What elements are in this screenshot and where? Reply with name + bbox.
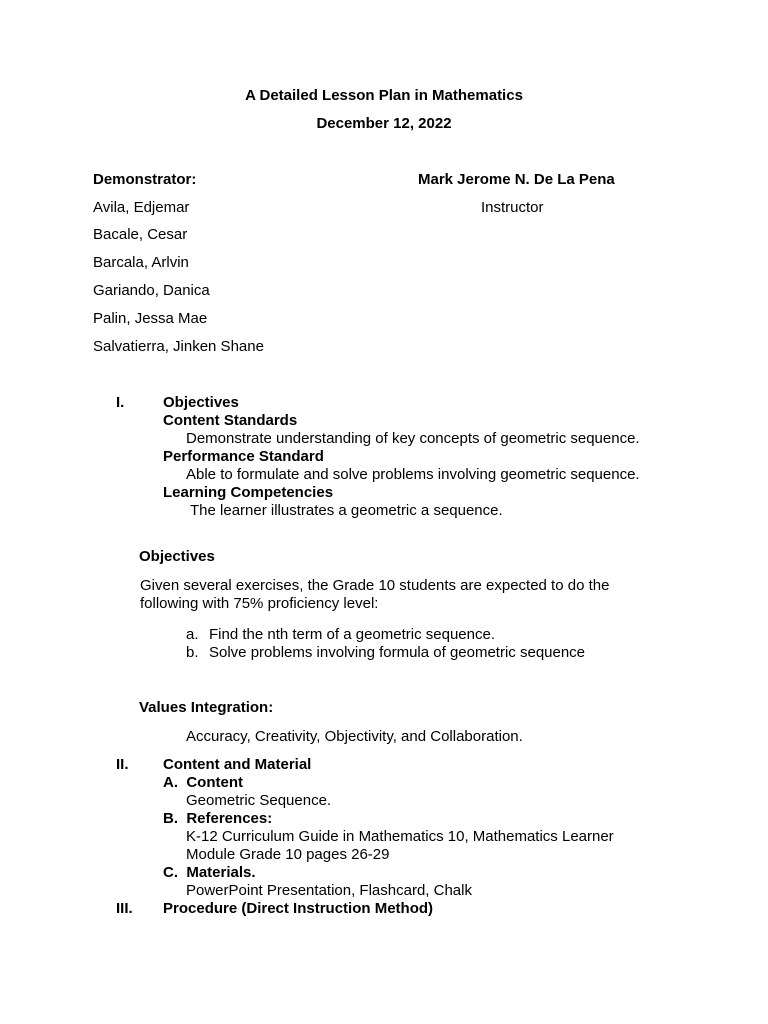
demonstrator-name: Barcala, Arlvin [93,254,189,271]
references-line: K-12 Curriculum Guide in Mathematics 10, Mathematics Learner [186,828,614,845]
values-heading: Values Integration: [139,699,274,716]
performance-standard-text: Able to formulate and solve problems involving geometric sequence. [186,466,640,483]
demonstrator-name: Bacale, Cesar [93,226,188,243]
demonstrator-name: Avila, Edjemar [93,199,190,216]
content-standards-label: Content Standards [163,412,298,429]
objective-item-marker: b. [186,644,199,661]
section-1-numeral: I. [116,394,125,411]
objective-item-marker: a. [186,626,199,643]
content-text: Geometric Sequence. [186,792,332,809]
objective-item-text: Solve problems involving formula of geometric sequence [209,644,586,661]
objectives-intro-line: following with 75% proficiency level: [140,595,379,612]
learning-competencies-text: The learner illustrates a geometric a sequence. [190,502,503,519]
content-standards-text: Demonstrate understanding of key concepts of geometric sequence. [186,430,640,447]
demonstrator-label: Demonstrator: [93,171,197,188]
section-3-title: Procedure (Direct Instruction Method) [163,900,434,917]
values-text: Accuracy, Creativity, Objectivity, and Collaboration. [186,728,523,745]
section-2-title: Content and Material [163,756,312,773]
performance-standard-label: Performance Standard [163,448,324,465]
objective-item-text: Find the nth term of a geometric sequence. [209,626,495,643]
objectives-intro-line: Given several exercises, the Grade 10 students are expected to do the [140,577,610,594]
materials-label: C. Materials. [163,864,256,881]
section-1-title: Objectives [163,394,239,411]
demonstrator-name: Palin, Jessa Mae [93,310,208,327]
document-title: A Detailed Lesson Plan in Mathematics [245,87,523,104]
section-3-numeral: III. [116,900,133,917]
demonstrator-name: Salvatierra, Jinken Shane [93,338,264,355]
instructor-name: Mark Jerome N. De La Pena [418,171,615,188]
references-line: Module Grade 10 pages 26-29 [186,846,390,863]
learning-competencies-label: Learning Competencies [163,484,334,501]
demonstrator-name: Gariando, Danica [93,282,210,299]
references-label: B. References: [163,810,273,827]
materials-text: PowerPoint Presentation, Flashcard, Chalk [186,882,472,899]
document-date: December 12, 2022 [316,115,452,132]
objectives-heading: Objectives [139,548,215,565]
section-2-numeral: II. [116,756,129,773]
content-label: A. Content [163,774,243,791]
instructor-role: Instructor [481,199,544,216]
